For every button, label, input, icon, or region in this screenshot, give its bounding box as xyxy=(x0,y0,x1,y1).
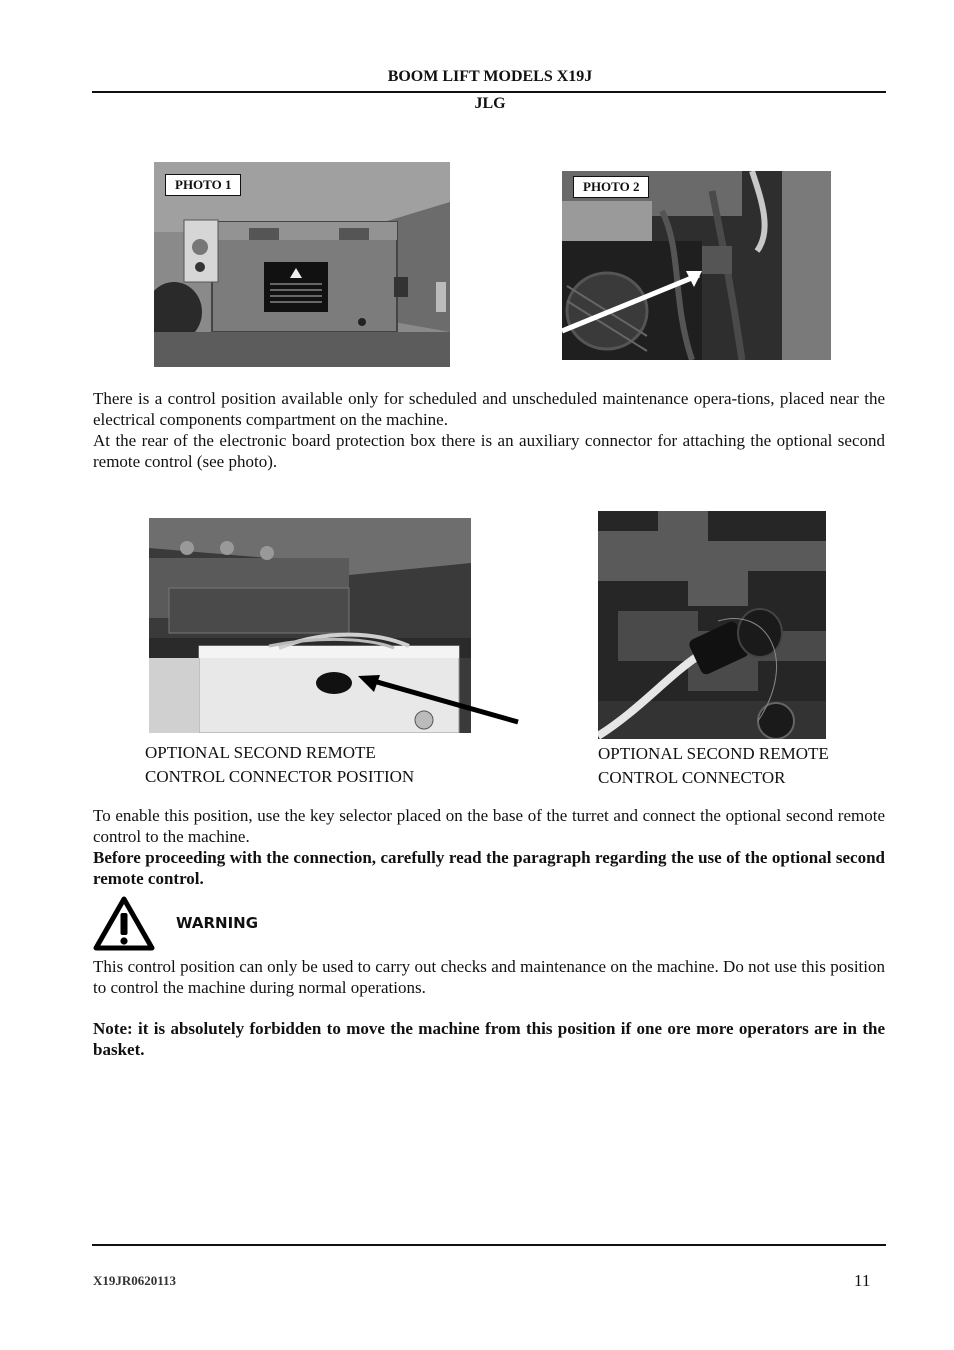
connector-position-caption xyxy=(145,741,414,789)
intro-text-2: At the rear of the electronic board protection box there is an auxiliary connector for attaching the optional second remote control (see photo). xyxy=(93,431,885,471)
connector-arrow xyxy=(350,670,525,730)
photo-2 xyxy=(562,171,831,360)
caption-right-line-1: OPTIONAL SECOND REMOTE xyxy=(598,744,829,763)
warning-label: WARNING xyxy=(176,914,259,932)
photo-2-image xyxy=(562,171,831,360)
connector-closeup-image xyxy=(598,511,826,739)
photo-1 xyxy=(154,162,450,367)
header-rule xyxy=(92,91,886,93)
intro-paragraph xyxy=(93,388,885,472)
warning-text: This control position can only be used to carry out checks and maintenance on the machine. Do not use this position to control the machine during normal operations. xyxy=(93,957,885,997)
caption-left-line-1: OPTIONAL SECOND REMOTE xyxy=(145,743,376,762)
note-text: Note: it is absolutely forbidden to move the machine from this position if one ore more operators are in the basket. xyxy=(93,1019,885,1059)
photo-1-label: PHOTO 1 xyxy=(165,174,241,196)
enable-text: To enable this position, use the key selector placed on the base of the turret and connect the optional second remote control to the machine. xyxy=(93,806,885,846)
caution-text: Before proceeding with the connection, carefully read the paragraph regarding the use of the optional second remote control. xyxy=(93,848,885,888)
footer-rule xyxy=(92,1244,886,1246)
enable-paragraph xyxy=(93,805,885,889)
document-code: X19JR0620113 xyxy=(93,1273,177,1288)
connector-closeup-photo xyxy=(598,511,826,739)
note-paragraph xyxy=(93,1018,885,1060)
page-number: 11 xyxy=(854,1271,871,1290)
photo-2-label: PHOTO 2 xyxy=(573,176,649,198)
warning-icon xyxy=(93,896,155,951)
caption-left-line-2: CONTROL CONNECTOR POSITION xyxy=(145,767,415,786)
caption-right-line-2: CONTROL CONNECTOR xyxy=(598,768,786,787)
intro-text-1: There is a control position available only for scheduled and unscheduled maintenance opera-tions, placed near the electrical components compartment on the machine. xyxy=(93,389,885,429)
connector-closeup-caption xyxy=(598,742,829,790)
brand-name: JLG xyxy=(474,95,506,112)
warning-paragraph xyxy=(93,956,885,998)
document-title: BOOM LIFT MODELS X19J xyxy=(387,68,593,85)
